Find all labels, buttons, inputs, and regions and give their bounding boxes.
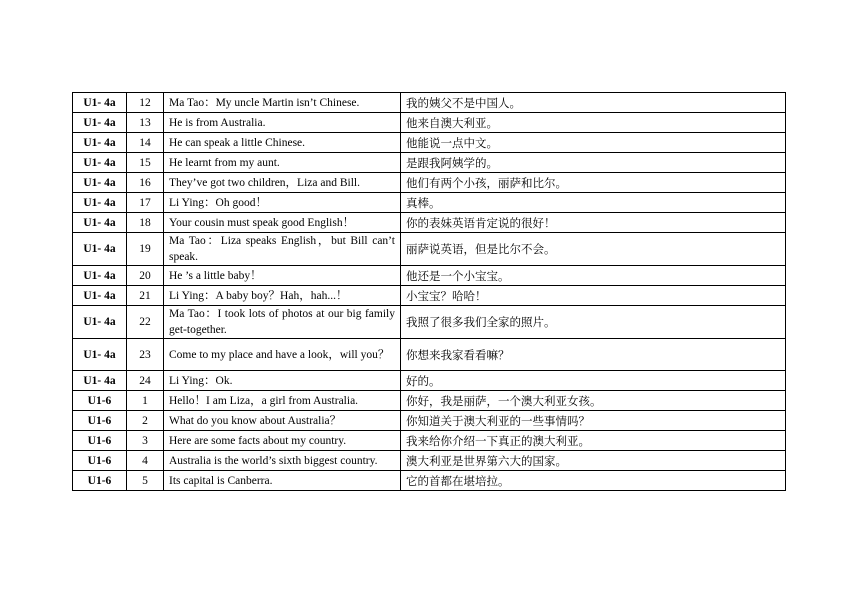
table-row xyxy=(73,266,786,286)
table-row xyxy=(73,431,786,451)
english-sentence: Hello！I am Liza，a girl from Australia. xyxy=(164,391,401,411)
chinese-translation: 你的表妹英语肯定说的很好！ xyxy=(401,213,786,233)
table-row xyxy=(73,371,786,391)
unit-cell: U1-6 xyxy=(73,471,127,491)
chinese-translation: 他来自澳大利亚。 xyxy=(401,113,786,133)
table-row xyxy=(73,391,786,411)
unit-cell: U1- 4a xyxy=(73,371,127,391)
english-sentence: Ma Tao：I took lots of photos at our big family get-together. xyxy=(164,306,401,339)
english-sentence: He ’s a little baby！ xyxy=(164,266,401,286)
table-row xyxy=(73,133,786,153)
english-sentence: He learnt from my aunt. xyxy=(164,153,401,173)
unit-cell: U1- 4a xyxy=(73,286,127,306)
chinese-translation: 你好，我是丽萨，一个澳大利亚女孩。 xyxy=(401,391,786,411)
table-row xyxy=(73,339,786,371)
chinese-translation: 好的。 xyxy=(401,371,786,391)
number-cell: 17 xyxy=(127,193,164,213)
english-sentence: Ma Tao：Liza speaks English，but Bill can’t speak. xyxy=(164,233,401,266)
english-sentence: Li Ying：A baby boy？Hah，hah...！ xyxy=(164,286,401,306)
unit-cell: U1- 4a xyxy=(73,133,127,153)
chinese-translation: 他们有两个小孩，丽萨和比尔。 xyxy=(401,173,786,193)
number-cell: 5 xyxy=(127,471,164,491)
number-cell: 16 xyxy=(127,173,164,193)
table-row xyxy=(73,113,786,133)
table-row xyxy=(73,233,786,266)
chinese-translation: 澳大利亚是世界第六大的国家。 xyxy=(401,451,786,471)
english-sentence: They’ve got two children，Liza and Bill. xyxy=(164,173,401,193)
unit-cell: U1-6 xyxy=(73,391,127,411)
number-cell: 18 xyxy=(127,213,164,233)
table-row xyxy=(73,153,786,173)
english-sentence: Ma Tao：My uncle Martin isn’t Chinese. xyxy=(164,93,401,113)
table-row xyxy=(73,451,786,471)
unit-cell: U1- 4a xyxy=(73,213,127,233)
sentence-table xyxy=(72,92,786,491)
table-row xyxy=(73,471,786,491)
english-sentence: Australia is the world’s sixth biggest country. xyxy=(164,451,401,471)
english-sentence: Come to my place and have a look，will you？ xyxy=(164,339,401,371)
number-cell: 22 xyxy=(127,306,164,339)
unit-cell: U1- 4a xyxy=(73,153,127,173)
english-sentence: Its capital is Canberra. xyxy=(164,471,401,491)
chinese-translation: 他能说一点中文。 xyxy=(401,133,786,153)
chinese-translation: 丽萨说英语，但是比尔不会。 xyxy=(401,233,786,266)
english-sentence: Your cousin must speak good English！ xyxy=(164,213,401,233)
unit-cell: U1- 4a xyxy=(73,339,127,371)
chinese-translation: 你知道关于澳大利亚的一些事情吗？ xyxy=(401,411,786,431)
english-sentence: Li Ying：Oh good！ xyxy=(164,193,401,213)
number-cell: 21 xyxy=(127,286,164,306)
unit-cell: U1-6 xyxy=(73,431,127,451)
chinese-translation: 是跟我阿姨学的。 xyxy=(401,153,786,173)
chinese-translation: 我的姨父不是中国人。 xyxy=(401,93,786,113)
number-cell: 2 xyxy=(127,411,164,431)
unit-cell: U1- 4a xyxy=(73,266,127,286)
unit-cell: U1- 4a xyxy=(73,233,127,266)
number-cell: 4 xyxy=(127,451,164,471)
table-row xyxy=(73,286,786,306)
chinese-translation: 你想来我家看看嘛？ xyxy=(401,339,786,371)
number-cell: 12 xyxy=(127,93,164,113)
unit-cell: U1-6 xyxy=(73,451,127,471)
number-cell: 13 xyxy=(127,113,164,133)
number-cell: 19 xyxy=(127,233,164,266)
number-cell: 1 xyxy=(127,391,164,411)
unit-cell: U1-6 xyxy=(73,411,127,431)
table-row xyxy=(73,306,786,339)
english-sentence: What do you know about Australia？ xyxy=(164,411,401,431)
unit-cell: U1- 4a xyxy=(73,306,127,339)
table-row xyxy=(73,213,786,233)
english-sentence: He can speak a little Chinese. xyxy=(164,133,401,153)
number-cell: 15 xyxy=(127,153,164,173)
number-cell: 20 xyxy=(127,266,164,286)
english-sentence: He is from Australia. xyxy=(164,113,401,133)
chinese-translation: 我照了很多我们全家的照片。 xyxy=(401,306,786,339)
english-sentence: Li Ying：Ok. xyxy=(164,371,401,391)
number-cell: 23 xyxy=(127,339,164,371)
table-row xyxy=(73,411,786,431)
unit-cell: U1- 4a xyxy=(73,113,127,133)
unit-cell: U1- 4a xyxy=(73,173,127,193)
chinese-translation: 我来给你介绍一下真正的澳大利亚。 xyxy=(401,431,786,451)
unit-cell: U1- 4a xyxy=(73,193,127,213)
number-cell: 3 xyxy=(127,431,164,451)
chinese-translation: 真棒。 xyxy=(401,193,786,213)
table-row xyxy=(73,173,786,193)
number-cell: 24 xyxy=(127,371,164,391)
table-row xyxy=(73,193,786,213)
chinese-translation: 他还是一个小宝宝。 xyxy=(401,266,786,286)
table-row xyxy=(73,93,786,113)
english-sentence: Here are some facts about my country. xyxy=(164,431,401,451)
unit-cell: U1- 4a xyxy=(73,93,127,113)
chinese-translation: 小宝宝？哈哈！ xyxy=(401,286,786,306)
number-cell: 14 xyxy=(127,133,164,153)
chinese-translation: 它的首都在堪培拉。 xyxy=(401,471,786,491)
